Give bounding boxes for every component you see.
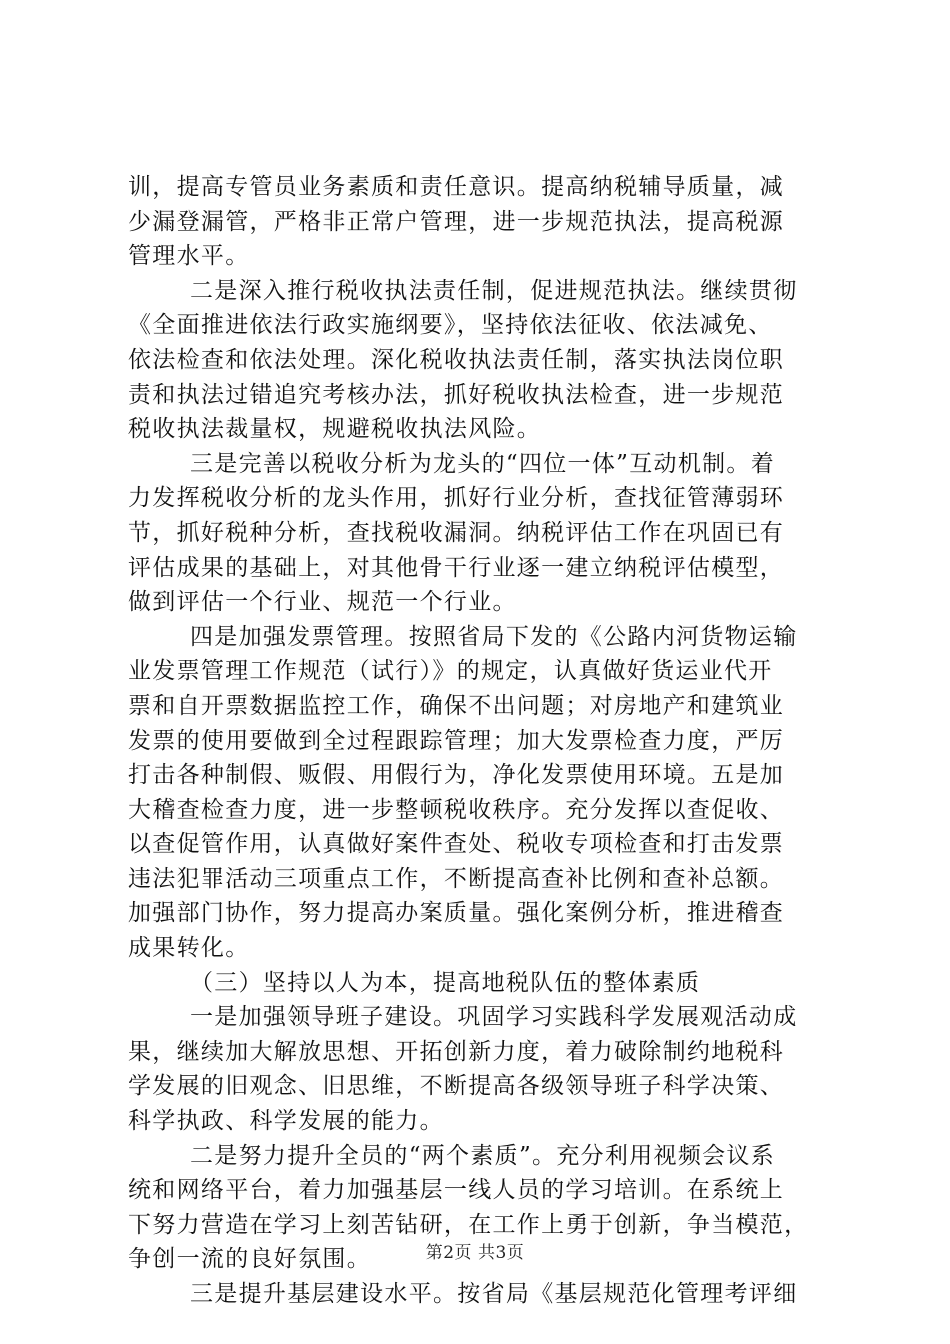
page-footer: 第2页 共3页	[425, 1243, 525, 1263]
text-line: 违法犯罪活动三项重点工作，不断提高查补比例和查补总额。	[128, 865, 785, 892]
text-line: 学发展的旧观念、旧思维，不断提高各级领导班子科学决策、	[128, 1073, 785, 1100]
text-line: 做到评估一个行业、规范一个行业。	[128, 589, 517, 616]
text-line: 以查促管作用，认真做好案件查处、税收专项检查和打击发票	[128, 831, 785, 858]
text-line: 《全面推进依法行政实施纲要》，坚持依法征收、依法减免、	[128, 312, 773, 339]
text-line: 三是提升基层建设水平。按省局《基层规范化管理考评细	[190, 1281, 798, 1307]
text-line: 四是加强发票管理。按照省局下发的《公路内河货物运输	[190, 623, 798, 650]
text-line: 票和自开票数据监控工作，确保不出问题；对房地产和建筑业	[128, 692, 785, 719]
text-line: 发票的使用要做到全过程跟踪管理；加大发票检查力度，严厉	[128, 727, 785, 754]
text-line: 打击各种制假、贩假、用假行为，净化发票使用环境。五是加	[128, 762, 785, 789]
text-line: 税收执法裁量权，规避税收执法风险。	[128, 416, 542, 443]
text-line: 责和执法过错追究考核办法，抓好税收执法检查，进一步规范	[128, 381, 785, 408]
text-line: 业发票管理工作规范（试行）》的规定，认真做好货运业代开	[128, 658, 773, 685]
text-line: 节，抓好税种分析，查找税收漏洞。纳税评估工作在巩固已有	[128, 519, 785, 546]
text-line: 力发挥税收分析的龙头作用，抓好行业分析，查找征管薄弱环	[128, 485, 785, 512]
text-line: 成果转化。	[128, 935, 250, 962]
text-line: 加强部门协作，努力提高办案质量。强化案例分析，推进稽查	[128, 900, 785, 927]
text-line: 少漏登漏管，严格非正常户管理，进一步规范执法，提高税源	[128, 208, 785, 235]
text-line: 一是加强领导班子建设。巩固学习实践科学发展观活动成	[190, 1004, 798, 1031]
text-line: 管理水平。	[128, 243, 250, 270]
text-line: 下努力营造在学习上刻苦钻研，在工作上勇于创新，争当模范，	[128, 1211, 809, 1238]
text-line: 三是完善以税收分析为龙头的“四位一体”互动机制。着	[190, 450, 776, 477]
text-line: 二是努力提升全员的“两个素质”。充分利用视频会议系	[190, 1142, 776, 1169]
text-line: 评估成果的基础上，对其他骨干行业逐一建立纳税评估模型，	[128, 554, 785, 581]
text-line: 训，提高专管员业务素质和责任意识。提高纳税辅导质量，减	[128, 174, 785, 200]
text-line: 二是深入推行税收执法责任制，促进规范执法。继续贯彻	[190, 277, 798, 304]
text-line: 依法检查和依法处理。深化税收执法责任制，落实执法岗位职	[128, 346, 785, 373]
text-line: 争创一流的良好氛围。	[128, 1246, 371, 1273]
text-line: 果，继续加大解放思想、开拓创新力度，着力破除制约地税科	[128, 1038, 785, 1065]
document-body	[128, 170, 840, 1312]
text-line: 大稽查检查力度，进一步整顿税收秩序。充分发挥以查促收、	[128, 796, 785, 823]
text-line: 统和网络平台，着力加强基层一线人员的学习培训。在系统上	[128, 1177, 785, 1204]
text-line: （三）坚持以人为本，提高地税队伍的整体素质	[190, 969, 701, 996]
text-line: 科学执政、科学发展的能力。	[128, 1108, 444, 1135]
